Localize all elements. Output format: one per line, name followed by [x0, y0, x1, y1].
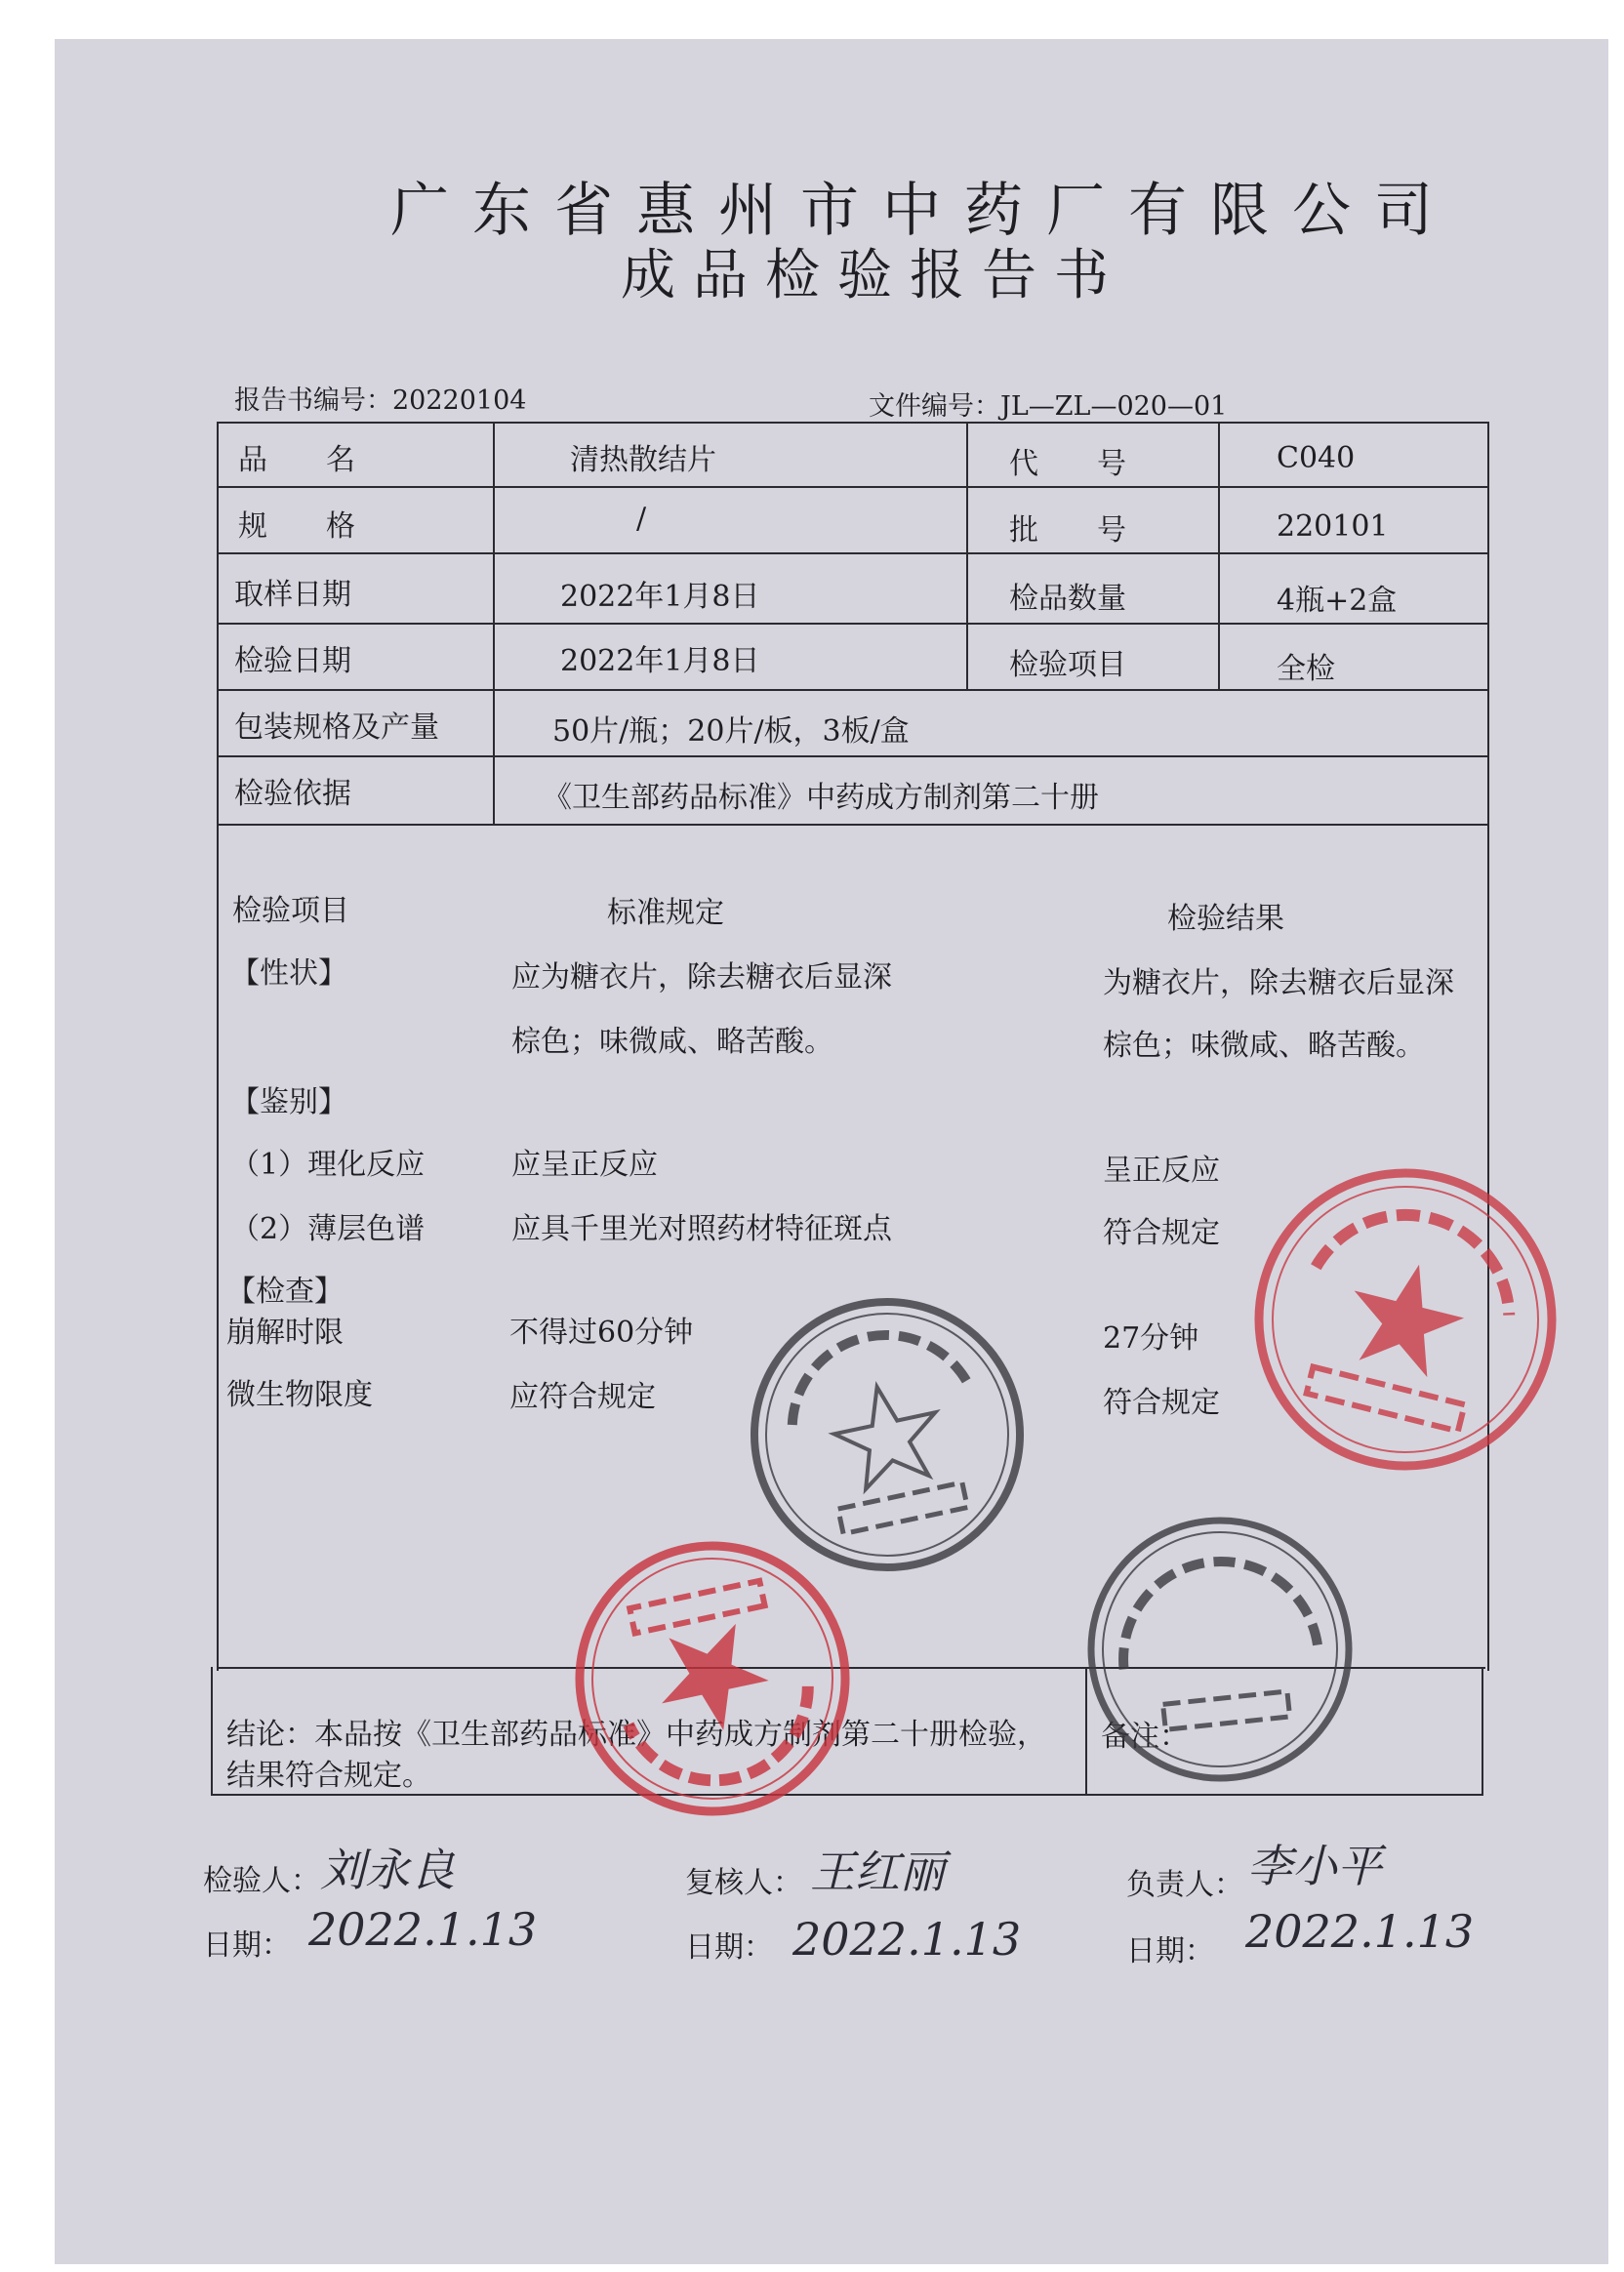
test-date-label: 检验日期 — [234, 644, 351, 678]
xingzhuang-result-line2: 棕色；味微咸、略苦酸。 — [1103, 1029, 1425, 1063]
code-value: C040 — [1277, 441, 1356, 475]
packaging-value: 50片/瓶；20片/板，3板/盒 — [552, 714, 910, 749]
reviewer-date: 2022.1.13 — [792, 1913, 1022, 1966]
spec-value: / — [636, 502, 647, 536]
sample-date-value: 2022年1月8日 — [560, 580, 760, 614]
reviewer-date-label: 日期： — [685, 1930, 773, 1965]
spec-label: 规 格 — [238, 509, 355, 544]
xingzhuang-standard-line2: 棕色；味微咸、略苦酸。 — [511, 1025, 833, 1059]
inspector-label: 检验人： — [203, 1864, 320, 1898]
xingzhuang-result-line1: 为糖衣片，除去糖衣后显深 — [1103, 966, 1454, 1000]
batch-label: 批 号 — [1009, 513, 1126, 548]
jianbie-2-item: （2）薄层色谱 — [230, 1212, 426, 1246]
section-jiancha: 【检查】 — [226, 1275, 344, 1309]
microbial-standard: 应符合规定 — [509, 1380, 656, 1414]
column-standard-header: 标准规定 — [607, 896, 724, 930]
column-result-header: 检验结果 — [1167, 902, 1284, 936]
section-xingzhuang: 【性状】 — [230, 956, 347, 991]
name-value: 清热散结片 — [570, 443, 716, 477]
report-number-value: 20220104 — [392, 385, 527, 416]
test-date-value: 2022年1月8日 — [560, 644, 760, 678]
disintegration-standard: 不得过60分钟 — [509, 1316, 694, 1350]
file-number — [869, 385, 1227, 423]
red-inspection-stamp-right — [1239, 1154, 1571, 1485]
disintegration-item: 崩解时限 — [226, 1316, 344, 1350]
inspector-date: 2022.1.13 — [308, 1903, 538, 1956]
manager-date: 2022.1.13 — [1245, 1905, 1475, 1958]
company-title: 广东省惠州市中药厂有限公司 — [390, 177, 1456, 245]
manager-date-label: 日期： — [1126, 1934, 1214, 1968]
manager-signature: 李小平 — [1247, 1840, 1382, 1892]
manager-label: 负责人： — [1126, 1868, 1243, 1902]
report-number-label: 报告书编号： — [234, 385, 392, 416]
remark-label: 备注： — [1101, 1720, 1189, 1754]
inspector-date-label: 日期： — [203, 1928, 291, 1963]
file-number-label: 文件编号： — [869, 391, 1000, 422]
code-label: 代 号 — [1009, 447, 1126, 481]
jianbie-1-standard: 应呈正反应 — [511, 1148, 658, 1182]
xingzhuang-standard-line1: 应为糖衣片，除去糖衣后显深 — [511, 960, 892, 994]
test-item-value: 全检 — [1277, 652, 1335, 686]
report-number — [234, 379, 526, 417]
basis-value: 《卫生部药品标准》中药成方制剂第二十册 — [543, 781, 1099, 815]
file-number-value: JL—ZL—020—01 — [1000, 391, 1228, 422]
column-item-header: 检验项目 — [232, 894, 349, 928]
test-item-label: 检验项目 — [1009, 648, 1126, 682]
jianbie-1-item: （1）理化反应 — [230, 1148, 426, 1182]
jianbie-2-standard: 应具千里光对照药材特征斑点 — [511, 1212, 892, 1246]
conclusion-line2: 结果符合规定。 — [226, 1759, 431, 1793]
quantity-value: 4瓶+2盒 — [1277, 584, 1398, 618]
name-label: 品 名 — [238, 443, 355, 477]
inspector-signature: 刘永良 — [320, 1844, 455, 1896]
report-title: 成品检验报告书 — [621, 244, 1126, 307]
reviewer-label: 复核人： — [685, 1866, 802, 1900]
jianbie-2-result: 符合规定 — [1103, 1216, 1220, 1250]
sample-date-label: 取样日期 — [234, 578, 351, 612]
packaging-label: 包装规格及产量 — [234, 710, 439, 745]
jianbie-1-result: 呈正反应 — [1103, 1154, 1220, 1188]
batch-value: 220101 — [1277, 509, 1389, 544]
conclusion-line1: 结论：本品按《卫生部药品标准》中药成方制剂第二十册检验， — [226, 1718, 1046, 1752]
disintegration-result: 27分钟 — [1103, 1321, 1199, 1356]
microbial-result: 符合规定 — [1103, 1386, 1220, 1420]
reviewer-signature: 王红丽 — [810, 1846, 945, 1898]
quantity-label: 检品数量 — [1009, 582, 1126, 616]
section-jianbie: 【鉴别】 — [230, 1085, 347, 1119]
microbial-item: 微生物限度 — [226, 1378, 373, 1412]
basis-label: 检验依据 — [234, 777, 351, 811]
red-inspection-stamp-left — [566, 1532, 859, 1825]
company-inspection-stamp — [1074, 1503, 1366, 1796]
